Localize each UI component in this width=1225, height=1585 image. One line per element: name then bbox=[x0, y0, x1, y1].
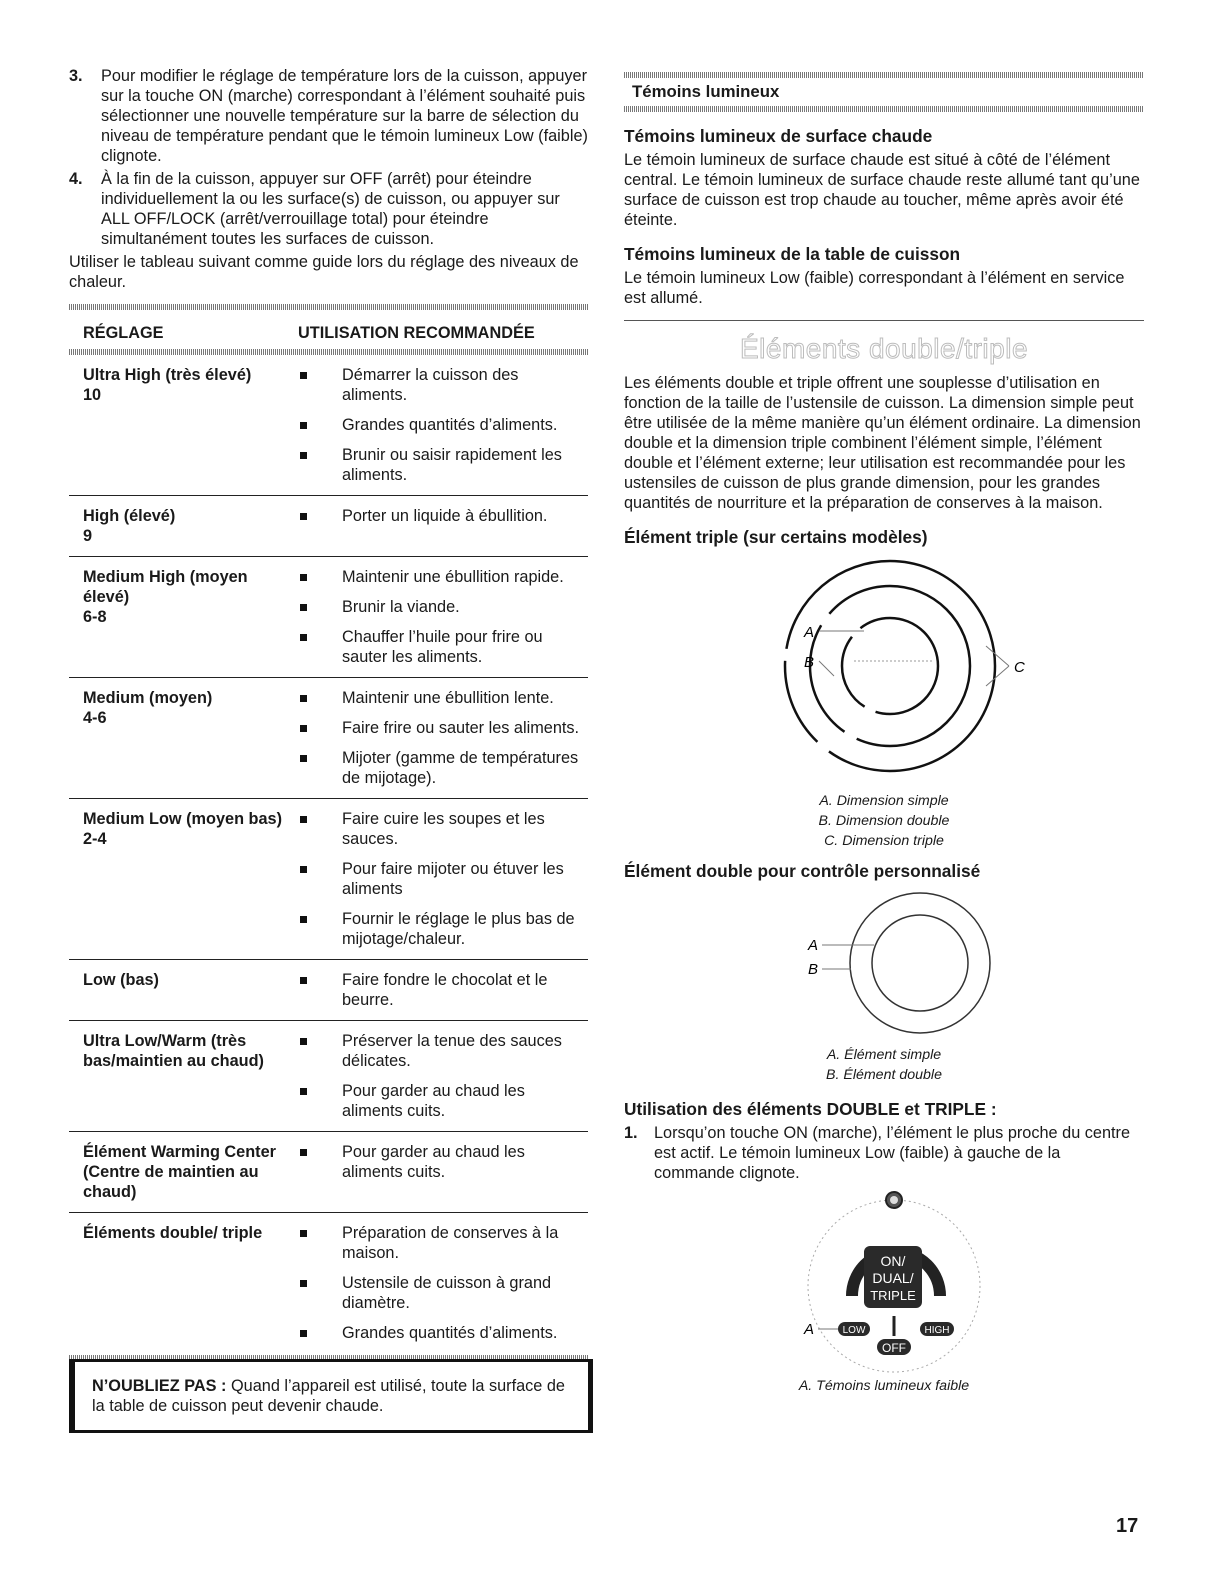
double-element-heading: Élément double pour contrôle personnalisé bbox=[624, 861, 981, 881]
triple-element-diagram bbox=[704, 551, 1064, 791]
setting-name: Ultra High (très élevé) bbox=[83, 366, 252, 384]
usage-item: Démarrer la cuisson des aliments. bbox=[298, 365, 588, 405]
left-column bbox=[69, 66, 589, 1361]
usage-item: Grandes quantités d’aliments. bbox=[298, 415, 588, 435]
caption-line: A. Dimension simple bbox=[819, 793, 949, 809]
usage-item: Faire frire ou sauter les aliments. bbox=[298, 718, 588, 738]
usage-item: Fournir le réglage le plus bas de mijotage/chaleur. bbox=[298, 909, 588, 949]
off-label: OFF bbox=[882, 1341, 906, 1355]
divider bbox=[624, 320, 1144, 321]
step-text: Pour modifier le réglage de température lors de la cuisson, appuyer sur la touche ON (marche) correspondant à l’élément souhaité puis sélectionner une nouvelle température sur la barre de sélection du niveau de température pendant que le témoin lumineux Low (faible) clignote. bbox=[101, 67, 588, 165]
usage-item: Ustensile de cuisson à grand diamètre. bbox=[298, 1273, 588, 1313]
page-number: 17 bbox=[1116, 1515, 1139, 1537]
usage-item: Faire cuire les soupes et les sauces. bbox=[298, 809, 588, 849]
usage-item: Pour garder au chaud les aliments cuits. bbox=[298, 1142, 588, 1182]
label-c: C bbox=[1014, 659, 1025, 676]
setting-level: 10 bbox=[83, 386, 102, 404]
label-b: B bbox=[808, 961, 819, 978]
usage-item: Porter un liquide à ébullition. bbox=[298, 506, 588, 526]
table-row bbox=[69, 960, 588, 1021]
reminder-label: N’OUBLIEZ PAS : bbox=[92, 1377, 227, 1395]
step-number: 3. bbox=[69, 67, 83, 85]
step-text: À la fin de la cuisson, appuyer sur OFF (arrêt) pour éteindre individuellement la ou les surface(s) de cuisson, ou appuyer sur ALL OFF/LOCK (arrêt/verrouillage total) pour éteindre simultanément toutes les surfaces de cuisson. bbox=[101, 170, 560, 248]
double-captions bbox=[624, 1045, 1144, 1085]
caption-line: A. Élément simple bbox=[826, 1047, 942, 1063]
right-column bbox=[624, 72, 1144, 1396]
double-element-diagram bbox=[734, 885, 1034, 1045]
step-number: 4. bbox=[69, 170, 83, 188]
divider bbox=[624, 72, 1144, 78]
setting-name: High (élevé) bbox=[83, 507, 176, 525]
steps-list bbox=[69, 66, 589, 249]
usage-item: Pour faire mijoter ou étuver les aliments bbox=[298, 859, 588, 899]
table-row bbox=[69, 557, 588, 678]
cooktop-lights-text: Le témoin lumineux Low (faible) correspondant à l’élément en service est allumé. bbox=[624, 269, 1125, 307]
elements-description: Les éléments double et triple offrent une souplesse d’utilisation en fonction de la taille de l’ustensile de cuisson. La dimension simple peut être utilisée de la même manière qu’un élément ordinaire. La dimension double et la dimension triple combinent l’élément simple, l’élément double et l’élément externe; leur utilisation est recommandée pour les ustensiles de cuisson de plus grande dimension, pour les grandes quantités de nourriture et la préparation de conserves à la maison. bbox=[624, 374, 1141, 512]
control-caption: A. Témoins lumineux faible bbox=[798, 1378, 970, 1394]
setting-name: Low (bas) bbox=[83, 971, 159, 989]
step-item bbox=[69, 169, 589, 249]
table-row bbox=[69, 799, 588, 960]
setting-name: Medium (moyen) bbox=[83, 689, 213, 707]
usage-item: Brunir ou saisir rapidement les aliments. bbox=[298, 445, 588, 485]
step-item bbox=[624, 1123, 1144, 1183]
step-item bbox=[69, 66, 589, 166]
label-a: A bbox=[804, 1321, 815, 1338]
step-text: Lorsqu’on touche ON (marche), l’élément le plus proche du centre est actif. Le témoin lumineux Low (faible) à gauche de la commande clignote. bbox=[654, 1124, 1131, 1182]
setting-level: 6-8 bbox=[83, 608, 107, 626]
high-label: HIGH bbox=[924, 1325, 950, 1336]
setting-level: 2-4 bbox=[83, 830, 107, 848]
table-row bbox=[69, 1213, 588, 1354]
section-title: Éléments double/triple bbox=[739, 333, 1029, 364]
usage-item: Brunir la viande. bbox=[298, 597, 588, 617]
label-a: A bbox=[808, 937, 819, 954]
band-title: Témoins lumineux bbox=[632, 82, 780, 101]
table-row bbox=[69, 1132, 588, 1213]
setting-name: Medium High (moyen élevé) bbox=[83, 568, 248, 606]
dual-label: DUAL/ bbox=[872, 1270, 914, 1286]
caption-line: C. Dimension triple bbox=[824, 833, 944, 849]
reminder-box bbox=[69, 1359, 593, 1433]
setting-name: Medium Low (moyen bas) bbox=[83, 810, 283, 828]
setting-name: Ultra Low/Warm (très bas/maintien au chaud) bbox=[83, 1032, 264, 1070]
table-row bbox=[69, 355, 588, 496]
setting-level: 4-6 bbox=[83, 709, 107, 727]
usage-item: Faire fondre le chocolat et le beurre. bbox=[298, 970, 588, 1010]
setting-level: 9 bbox=[83, 527, 93, 545]
table-row bbox=[69, 678, 588, 799]
usage-item: Préparation de conserves à la maison. bbox=[298, 1223, 588, 1263]
usage-item: Grandes quantités d’aliments. bbox=[298, 1323, 588, 1343]
usage-item: Pour garder au chaud les aliments cuits. bbox=[298, 1081, 588, 1121]
triple-element-heading: Élément triple (sur certains modèles) bbox=[624, 527, 928, 547]
hot-surface-heading: Témoins lumineux de surface chaude bbox=[624, 126, 933, 146]
label-b: B bbox=[804, 654, 815, 671]
divider bbox=[624, 106, 1144, 112]
label-a: A bbox=[804, 624, 815, 641]
reminder-text: Quand l’appareil est utilisé, toute la surface de la table de cuisson peut devenir chaude. bbox=[92, 1377, 565, 1415]
control-knob-diagram bbox=[734, 1186, 1034, 1376]
on-label: ON/ bbox=[880, 1253, 906, 1269]
settings-table bbox=[69, 316, 588, 1353]
cooktop-lights-heading: Témoins lumineux de la table de cuisson bbox=[624, 244, 961, 264]
usage-heading: Utilisation des éléments DOUBLE et TRIPLE : bbox=[624, 1099, 997, 1119]
column-header-setting: RÉGLAGE bbox=[83, 324, 164, 342]
caption-line: B. Élément double bbox=[826, 1067, 942, 1083]
column-header-usage: UTILISATION RECOMMANDÉE bbox=[298, 324, 535, 342]
usage-item: Mijoter (gamme de températures de mijotage). bbox=[298, 748, 588, 788]
caption-line: B. Dimension double bbox=[818, 813, 950, 829]
triple-captions bbox=[624, 791, 1144, 851]
table-row bbox=[69, 1021, 588, 1132]
usage-item: Maintenir une ébullition lente. bbox=[298, 688, 588, 708]
table-intro: Utiliser le tableau suivant comme guide lors du réglage des niveaux de chaleur. bbox=[69, 253, 579, 291]
triple-label: TRIPLE bbox=[870, 1288, 916, 1303]
divider bbox=[69, 304, 589, 310]
setting-name: Élément Warming Center (Centre de maintien au chaud) bbox=[83, 1143, 276, 1201]
table-row bbox=[69, 496, 588, 557]
step-number: 1. bbox=[624, 1124, 638, 1142]
hot-surface-text: Le témoin lumineux de surface chaude est situé à côté de l’élément central. Le témoin lumineux de surface chaude reste allumé tant qu’une surface de cuisson est trop chaude au toucher, même après avoir été éteinte. bbox=[624, 151, 1140, 229]
usage-item: Préserver la tenue des sauces délicates. bbox=[298, 1031, 588, 1071]
setting-name: Éléments double/ triple bbox=[83, 1224, 263, 1242]
low-label: LOW bbox=[842, 1325, 866, 1336]
usage-item: Chauffer l’huile pour frire ou sauter les aliments. bbox=[298, 627, 588, 667]
usage-item: Maintenir une ébullition rapide. bbox=[298, 567, 588, 587]
